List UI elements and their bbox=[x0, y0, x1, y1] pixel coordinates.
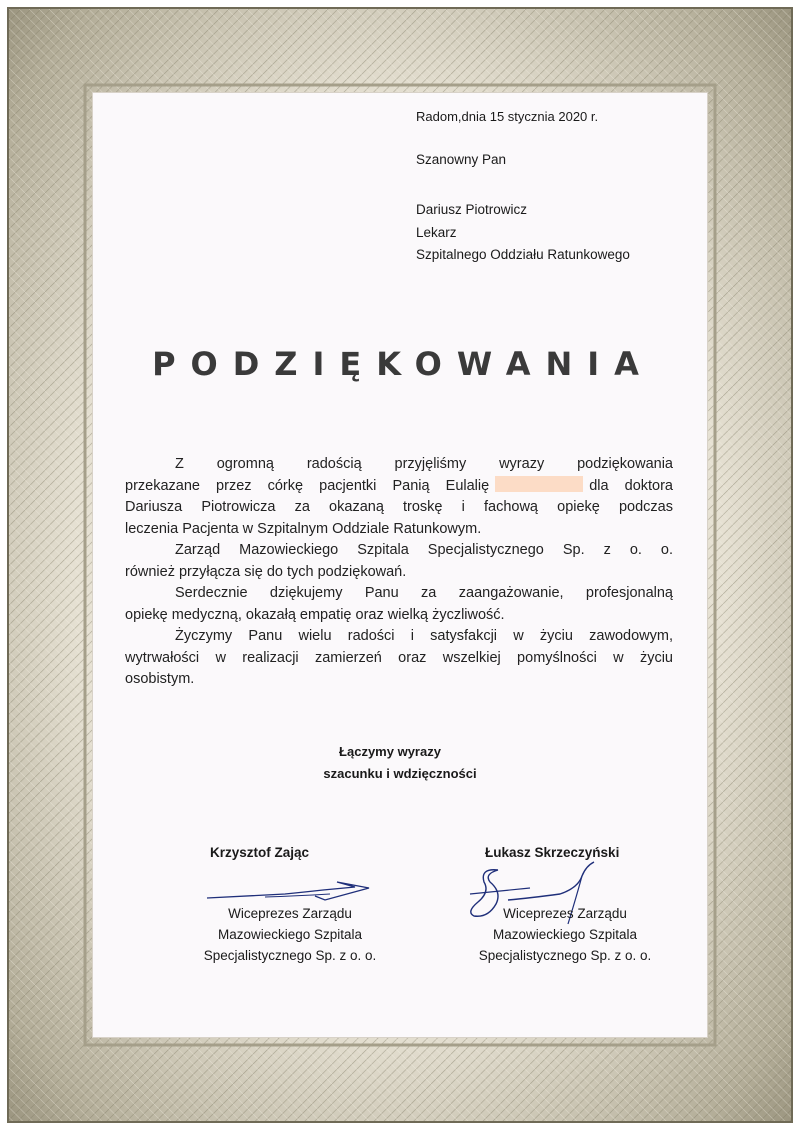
document-title: PODZIĘKOWANIA bbox=[152, 345, 654, 383]
paragraph-3-line-1: Serdecznie dziękujemy Panu za zaangażowanie, profesjonalną bbox=[175, 585, 673, 601]
recipient-department: Szpitalnego Oddziału Ratunkowego bbox=[416, 247, 630, 262]
paragraph-1-line-2a: przekazane przez córkę pacjentki Panią Eulalię bbox=[125, 477, 490, 494]
letter-body bbox=[125, 454, 673, 691]
signatory-1-role-line-3: Specjalistycznego Sp. z o. o. bbox=[203, 948, 377, 963]
paragraph-1-line-3: Dariusza Piotrowicza za okazaną troskę i fachową opiekę podczas bbox=[125, 499, 673, 515]
signatory-1-role bbox=[170, 903, 410, 966]
paragraph-1-line-2b: dla doktora bbox=[589, 477, 673, 494]
signatory-2-role-line-3: Specjalistycznego Sp. z o. o. bbox=[478, 948, 652, 963]
paragraph-4-line-1: Życzymy Panu wielu radości i satysfakcji w życiu zawodowym, bbox=[175, 628, 673, 644]
signatory-1-role-line-1: Wiceprezes Zarządu bbox=[228, 906, 352, 921]
salutation: Szanowny Pan bbox=[416, 152, 507, 167]
closing-line-2: szacunku i wdzięczności bbox=[323, 766, 477, 781]
paragraph-1-line-4: leczenia Pacjenta w Szpitalnym Oddziale Ratunkowym. bbox=[125, 520, 482, 537]
paragraph-4-line-3: osobistym. bbox=[125, 671, 195, 687]
paragraph-2-line-2: również przyłącza się do tych podziękowań. bbox=[125, 563, 407, 580]
paragraph-3-line-2: opiekę medyczną, okazałą empatię oraz wielką życzliwość. bbox=[125, 606, 505, 623]
signatory-2-role-line-2: Mazowieckiego Szpitala bbox=[492, 927, 638, 942]
redaction-box bbox=[495, 476, 583, 492]
signatory-2-role-line-1: Wiceprezes Zarządu bbox=[503, 906, 627, 921]
signatory-1-role-line-2: Mazowieckiego Szpitala bbox=[217, 927, 363, 942]
recipient-name: Dariusz Piotrowicz bbox=[416, 202, 528, 217]
paragraph-1-line-1: Z ogromną radością przyjęliśmy wyrazy podziękowania bbox=[175, 456, 673, 472]
closing-line-1: Łączymy wyrazy bbox=[339, 744, 441, 759]
recipient-role: Lekarz bbox=[416, 225, 457, 240]
signatory-1-name: Krzysztof Zając bbox=[210, 845, 310, 860]
paragraph-4-line-2: wytrwałości w realizacji zamierzeń oraz wszelkiej pomyślności w życiu bbox=[125, 649, 673, 666]
signatory-2-role bbox=[445, 903, 685, 966]
signatory-2-name: Łukasz Skrzeczyński bbox=[485, 845, 620, 860]
date-line: Radom,dnia 15 stycznia 2020 r. bbox=[416, 109, 599, 124]
paragraph-1-line-2 bbox=[125, 476, 673, 498]
paragraph-2-line-1: Zarząd Mazowieckiego Szpitala Specjalistycznego Sp. z o. o. bbox=[175, 542, 673, 558]
